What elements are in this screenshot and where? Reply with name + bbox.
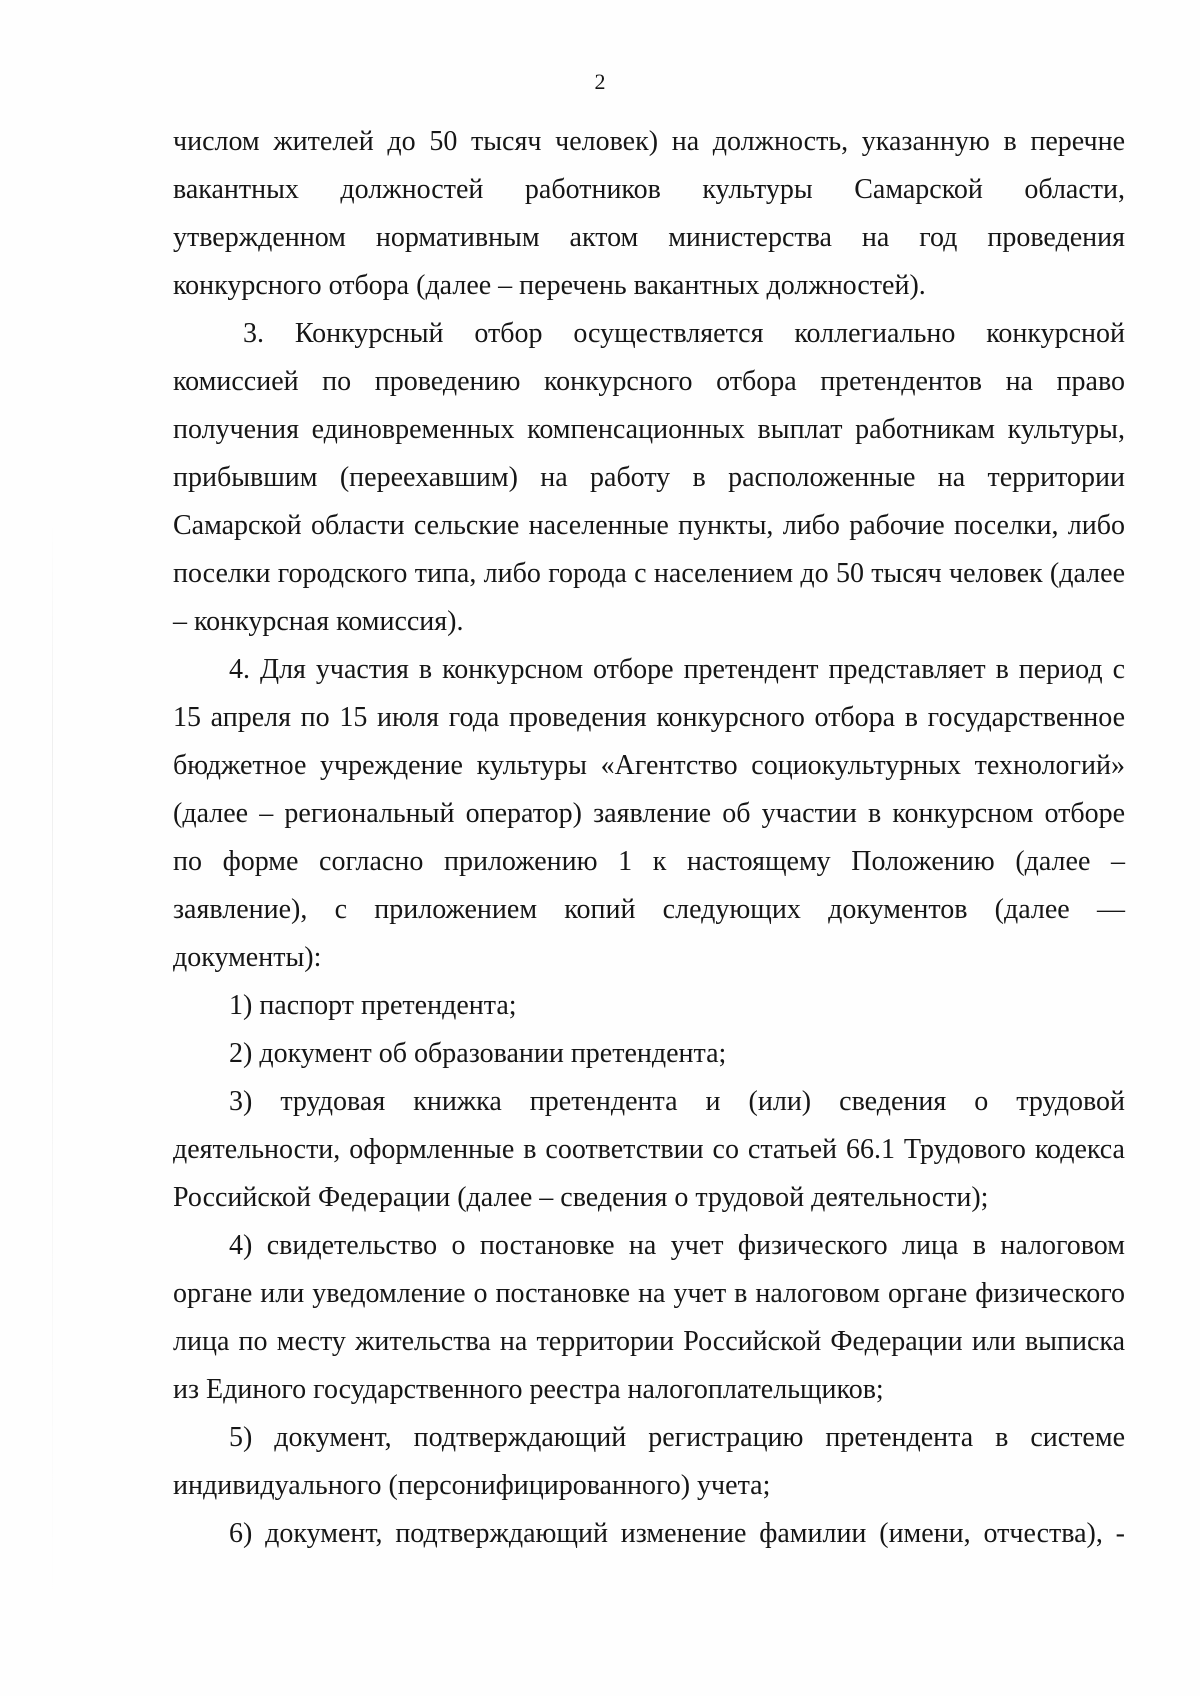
- list-item: 6) документ, подтверждающий изменение фамилии (имени, отчества), -: [229, 1518, 1125, 1549]
- text-line: заявление), с приложением копий следующих документов (далее —: [173, 894, 1125, 925]
- text-line: утвержденном нормативным актом министерства на год проведения: [173, 222, 1125, 253]
- body-text: [173, 118, 1125, 1558]
- list-item: 4) свидетельство о постановке на учет физического лица в налоговом: [229, 1230, 1125, 1261]
- text-line: лица по месту жительства на территории Российской Федерации или выписка: [173, 1326, 1125, 1357]
- text-line: из Единого государственного реестра налогоплательщиков;: [173, 1374, 884, 1405]
- text-line: поселки городского типа, либо города с населением до 50 тысяч человек (далее: [173, 558, 1125, 589]
- text-line: получения единовременных компенсационных выплат работникам культуры,: [173, 414, 1125, 445]
- list-item: 5) документ, подтверждающий регистрацию претендента в системе: [229, 1422, 1125, 1453]
- text-line: индивидуального (персонифицированного) учета;: [173, 1470, 771, 1501]
- text-line: органе или уведомление о постановке на учет в налоговом органе физического: [173, 1278, 1125, 1309]
- text-line: по форме согласно приложению 1 к настоящему Положению (далее –: [173, 846, 1125, 877]
- text-line: – конкурсная комиссия).: [173, 606, 464, 637]
- scan-edge-shadow: [52, 520, 53, 1620]
- text-line: конкурсного отбора (далее – перечень вакантных должностей).: [173, 270, 926, 301]
- text-line: 15 апреля по 15 июля года проведения конкурсного отбора в государственное: [173, 702, 1125, 733]
- text-line: деятельности, оформленные в соответствии со статьей 66.1 Трудового кодекса: [173, 1134, 1125, 1165]
- text-line: (далее – региональный оператор) заявление об участии в конкурсном отборе: [173, 798, 1125, 829]
- text-line: документы):: [173, 942, 322, 973]
- text-line: 3. Конкурсный отбор осуществляется коллегиально конкурсной: [243, 318, 1125, 349]
- list-item: 2) документ об образовании претендента;: [229, 1038, 727, 1069]
- text-line: комиссией по проведению конкурсного отбора претендентов на право: [173, 366, 1125, 397]
- text-line: 4. Для участия в конкурсном отборе претендент представляет в период с: [229, 654, 1125, 685]
- list-item: 1) паспорт претендента;: [229, 990, 517, 1021]
- page-number: 2: [594, 69, 606, 94]
- list-item: 3) трудовая книжка претендента и (или) сведения о трудовой: [229, 1086, 1125, 1117]
- text-line: Самарской области сельские населенные пункты, либо рабочие поселки, либо: [173, 510, 1125, 541]
- text-line: прибывшим (переехавшим) на работу в расположенные на территории: [173, 462, 1125, 493]
- text-line: вакантных должностей работников культуры Самарской области,: [173, 174, 1125, 205]
- text-line: Российской Федерации (далее – сведения о трудовой деятельности);: [173, 1182, 989, 1213]
- text-line: бюджетное учреждение культуры «Агентство социокультурных технологий»: [173, 750, 1125, 781]
- text-line: числом жителей до 50 тысяч человек) на должность, указанную в перечне: [173, 126, 1125, 157]
